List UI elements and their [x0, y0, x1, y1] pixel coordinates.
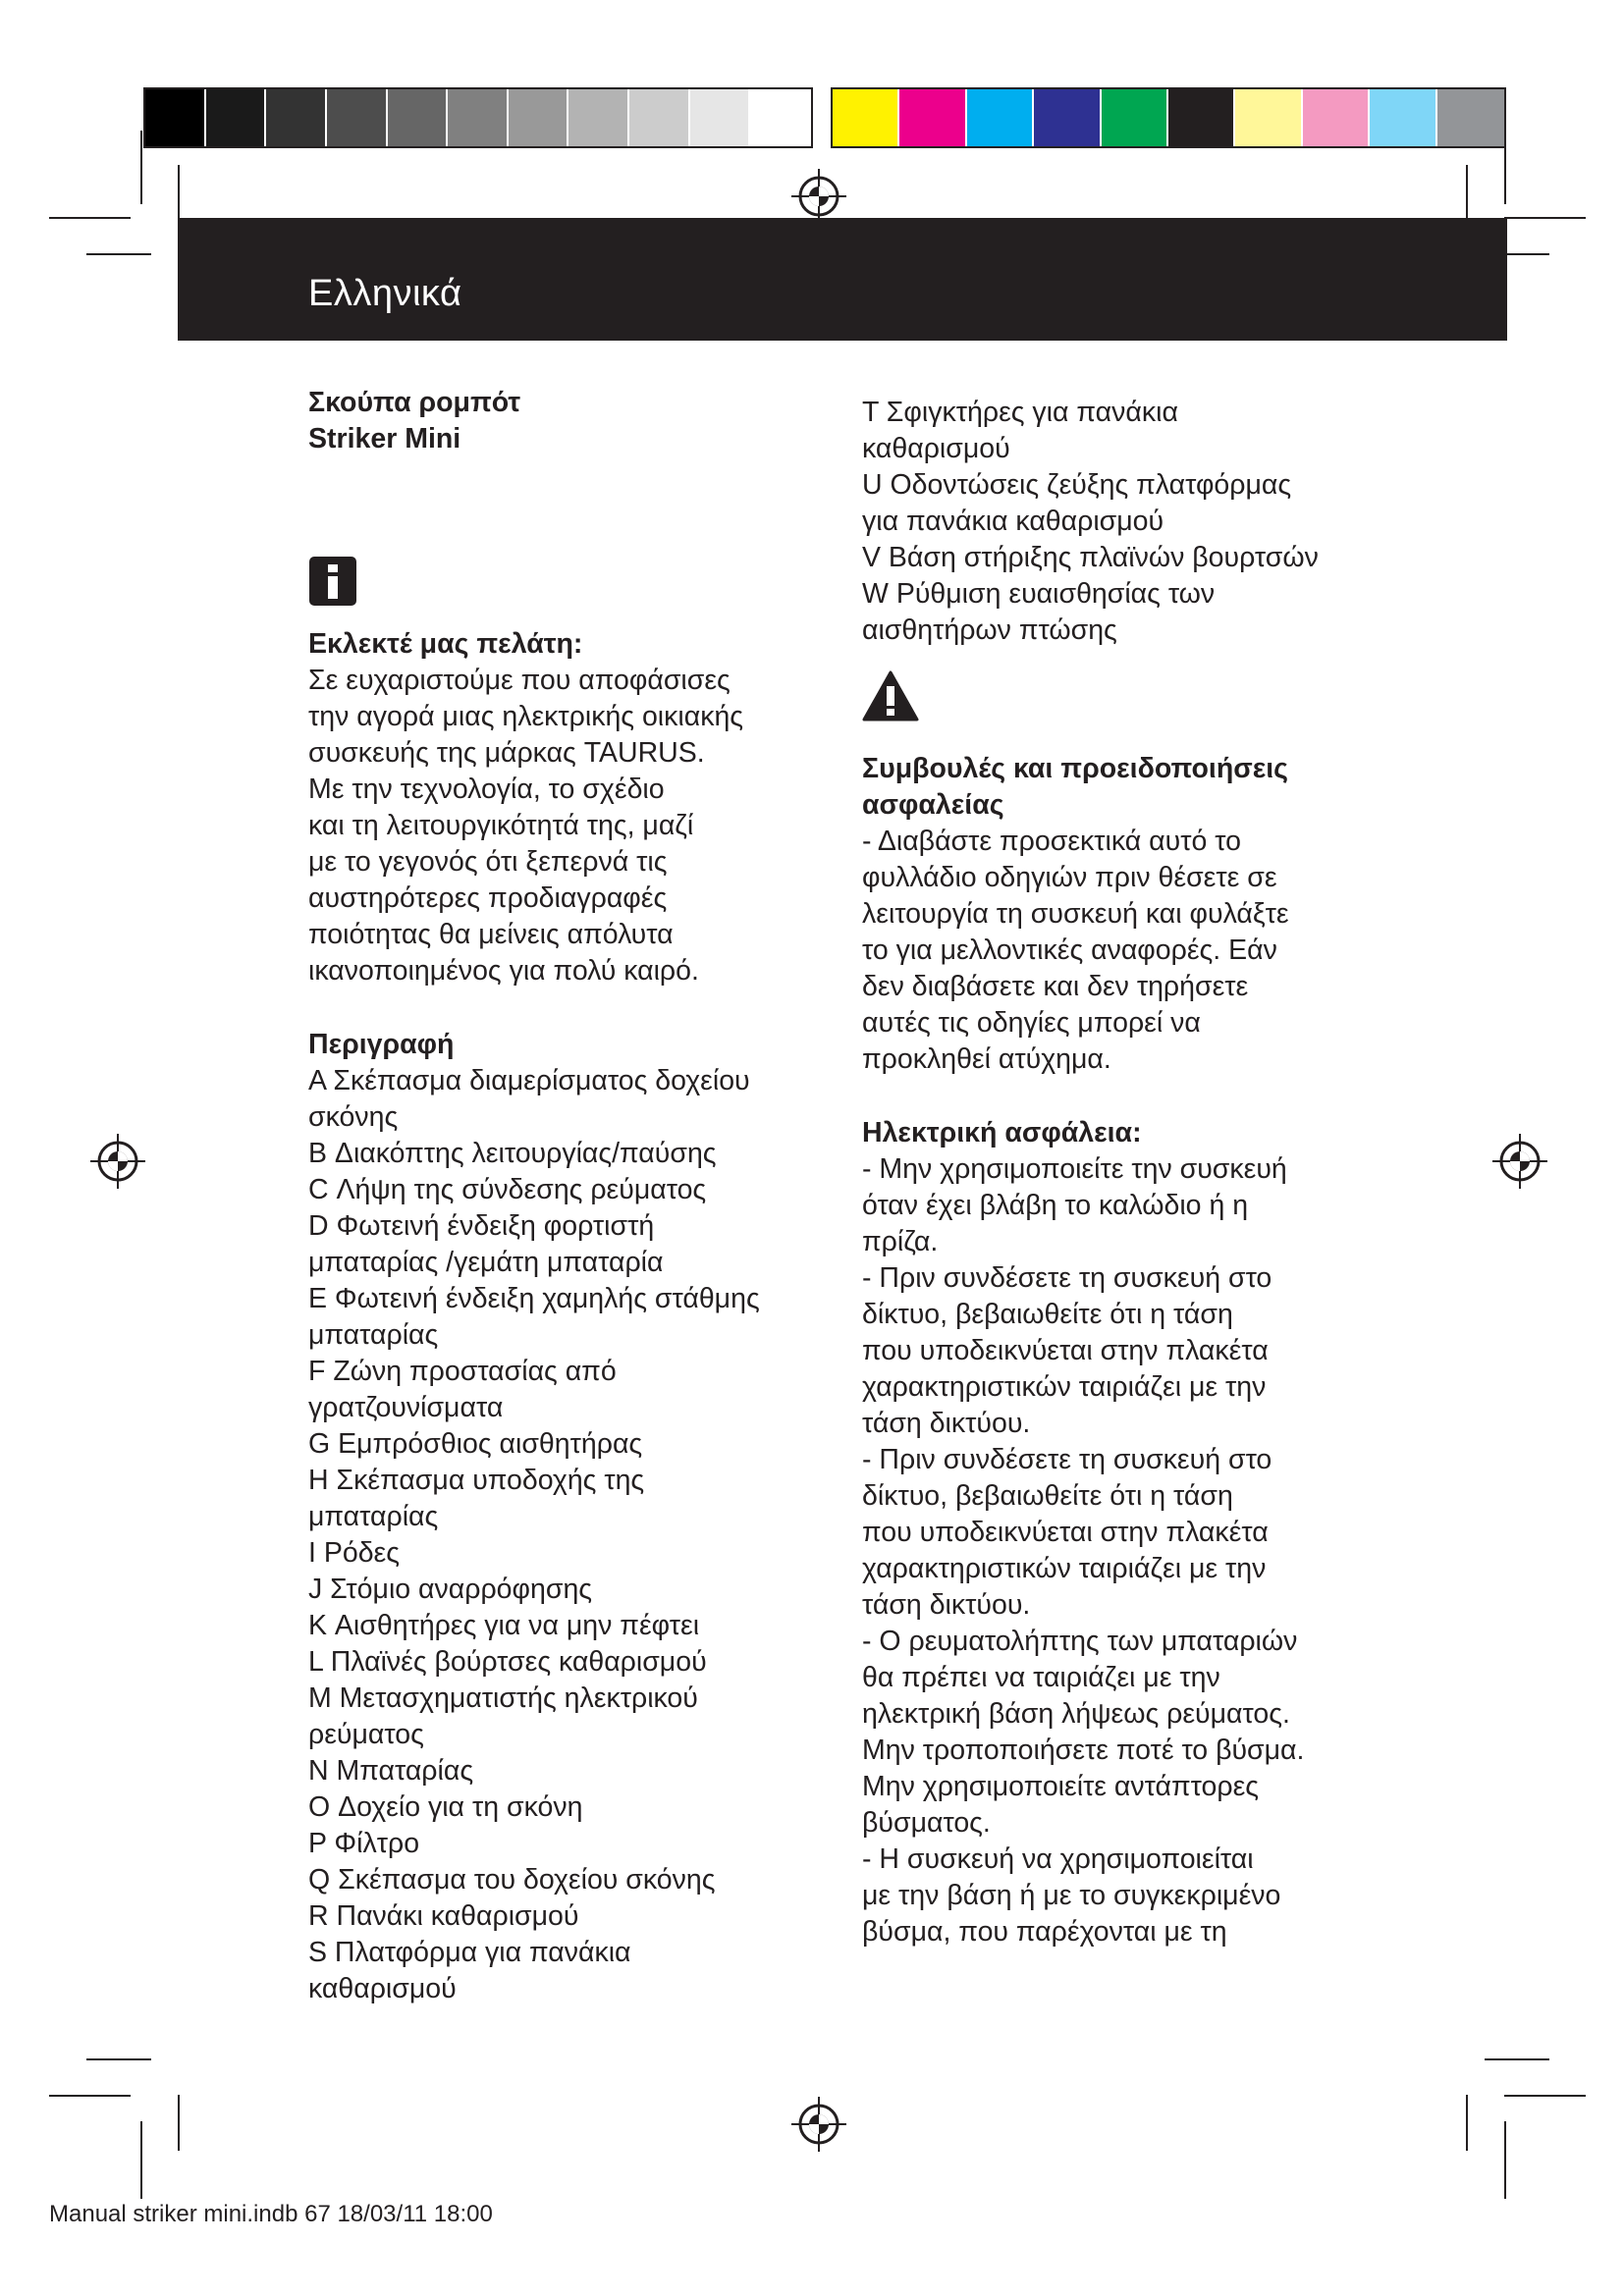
- electrical-safety-text: [862, 1151, 1392, 1950]
- text-line: Σε ευχαριστούμε που αποφάσισες: [308, 665, 731, 696]
- list-item: B Διακόπτης λειτουργίας/παύσης: [308, 1138, 717, 1169]
- warning-icon: [862, 670, 919, 721]
- text-line: τάση δικτύου.: [862, 1589, 1031, 1621]
- text-line: που υποδεικνύεται στην πλακέτα: [862, 1335, 1269, 1366]
- list-item: για πανάκια καθαρισμού: [862, 506, 1164, 537]
- color-swatch: [1235, 89, 1302, 146]
- crop-mark: [49, 217, 131, 219]
- text-line: δίκτυο, βεβαιωθείτε ότι η τάση: [862, 1480, 1233, 1512]
- text-line: - Πριν συνδέσετε τη συσκευή στο: [862, 1262, 1272, 1294]
- crop-mark: [1504, 2095, 1586, 2097]
- text-line: Με την τεχνολογία, το σχέδιο: [308, 774, 665, 805]
- color-swatch: [967, 89, 1034, 146]
- text-line: Μην χρησιμοποιείτε αντάπτορες: [862, 1771, 1260, 1802]
- electrical-safety-heading: Ηλεκτρική ασφάλεια:: [862, 1117, 1142, 1148]
- text-line: χαρακτηριστικών ταιριάζει με την: [862, 1371, 1267, 1403]
- registration-mark: [90, 1134, 145, 1189]
- print-slug: Manual striker mini.indb 67 18/03/11 18:00: [49, 2201, 493, 2227]
- text-line: βύσμα, που παρέχονται με τη: [862, 1916, 1227, 1948]
- text-line: θα πρέπει να ταιριάζει με την: [862, 1662, 1220, 1693]
- text-line: συσκευής της μάρκας TAURUS.: [308, 737, 705, 769]
- product-title-line: Striker Mini: [308, 423, 461, 454]
- list-item: H Σκέπασμα υποδοχής της: [308, 1465, 645, 1496]
- list-item: T Σφιγκτήρες για πανάκια: [862, 397, 1178, 428]
- text-line: Μην τροποποιήσετε ποτέ το βύσμα.: [862, 1735, 1305, 1766]
- product-title-line: Σκούπα ρομπότ: [308, 387, 521, 418]
- text-line: ηλεκτρική βάση λήψεως ρεύματος.: [862, 1698, 1290, 1730]
- left-column: [308, 385, 839, 2007]
- safety-text: [862, 824, 1392, 1078]
- color-swatch: [1102, 89, 1168, 146]
- description-heading: Περιγραφή: [308, 1029, 455, 1060]
- text-line: - Πριν συνδέσετε τη συσκευή στο: [862, 1444, 1272, 1475]
- text-line: - Μην χρησιμοποιείτε την συσκευή: [862, 1153, 1287, 1185]
- list-item: W Ρύθμιση ευαισθησίας των: [862, 578, 1216, 610]
- color-swatch: [1168, 89, 1235, 146]
- text-line: που υποδεικνύεται στην πλακέτα: [862, 1517, 1269, 1548]
- crop-mark: [49, 2095, 131, 2097]
- text-line: ποιότητας θα μείνεις απόλυτα: [308, 919, 674, 950]
- list-item: μπαταρίας: [308, 1319, 439, 1351]
- crop-mark: [1504, 131, 1506, 204]
- crop-mark: [1485, 2058, 1549, 2060]
- language-header-band: [178, 218, 1507, 341]
- list-item: Q Σκέπασμα του δοχείου σκόνης: [308, 1864, 716, 1896]
- color-swatch: [206, 89, 267, 146]
- list-item: F Ζώνη προστασίας από: [308, 1356, 617, 1387]
- list-item: I Ρόδες: [308, 1537, 401, 1569]
- text-line: φυλλάδιο οδηγιών πριν θέσετε σε: [862, 862, 1277, 893]
- text-line: αυτές τις οδηγίες μπορεί να: [862, 1007, 1201, 1039]
- color-swatch: [388, 89, 449, 146]
- text-line: όταν έχει βλάβη το καλώδιο ή η: [862, 1190, 1249, 1221]
- list-item: G Εμπρόσθιος αισθητήρας: [308, 1428, 643, 1460]
- text-line: λειτουργία τη συσκευή και φυλάξτε: [862, 898, 1289, 930]
- registration-mark: [791, 2097, 846, 2152]
- list-item: L Πλαϊνές βούρτσες καθαρισμού: [308, 1646, 707, 1678]
- text-line: προκληθεί ατύχημα.: [862, 1043, 1111, 1075]
- list-item: O Δοχείο για τη σκόνη: [308, 1791, 583, 1823]
- text-line: δίκτυο, βεβαιωθείτε ότι η τάση: [862, 1299, 1233, 1330]
- list-item: A Σκέπασμα διαμερίσματος δοχείου: [308, 1065, 750, 1096]
- safety-heading: Συμβουλές και προειδοποιήσεις: [862, 753, 1288, 784]
- color-swatch: [750, 89, 811, 146]
- list-item: αισθητήρων πτώσης: [862, 614, 1117, 646]
- list-item: E Φωτεινή ένδειξη χαμηλής στάθμης: [308, 1283, 760, 1314]
- list-item: μπαταρίας /γεμάτη μπαταρία: [308, 1247, 664, 1278]
- color-swatch: [1437, 89, 1504, 146]
- color-swatch: [266, 89, 327, 146]
- text-line: αυστηρότερες προδιαγραφές: [308, 882, 668, 914]
- color-swatch: [833, 89, 899, 146]
- list-item: καθαρισμού: [308, 1973, 457, 2004]
- right-column: [862, 395, 1392, 1950]
- crop-mark: [1504, 217, 1586, 219]
- list-item: S Πλατφόρμα για πανάκια: [308, 1937, 631, 1968]
- text-line: ικανοποιημένος για πολύ καιρό.: [308, 955, 699, 987]
- color-swatch: [690, 89, 751, 146]
- color-swatch: [568, 89, 629, 146]
- info-icon: [308, 556, 357, 607]
- customer-heading: Εκλεκτέ μας πελάτη:: [308, 628, 583, 660]
- customer-text: [308, 663, 839, 989]
- color-swatch: [1370, 89, 1436, 146]
- list-item: μπαταρίας: [308, 1501, 439, 1532]
- text-line: χαρακτηριστικών ταιριάζει με την: [862, 1553, 1267, 1584]
- text-line: - Ο ρευματολήπτης των μπαταριών: [862, 1626, 1298, 1657]
- list-item: D Φωτεινή ένδειξη φορτιστή: [308, 1210, 655, 1242]
- list-item: P Φίλτρο: [308, 1828, 420, 1859]
- text-line: - Διαβάστε προσεκτικά αυτό το: [862, 826, 1241, 857]
- crop-mark: [1466, 2095, 1468, 2151]
- list-item: σκόνης: [308, 1101, 399, 1133]
- text-line: την αγορά μιας ηλεκτρικής οικιακής: [308, 701, 744, 732]
- crop-mark: [86, 2058, 151, 2060]
- color-swatch: [145, 89, 206, 146]
- color-swatch: [1303, 89, 1370, 146]
- text-line: πρίζα.: [862, 1226, 939, 1257]
- text-line: - Η συσκευή να χρησιμοποιείται: [862, 1843, 1254, 1875]
- description-list-continued: [862, 395, 1392, 649]
- language-title: Ελληνικά: [308, 273, 462, 314]
- list-item: U Οδοντώσεις ζεύξης πλατφόρμας: [862, 469, 1292, 501]
- color-swatch: [448, 89, 509, 146]
- list-item: ρεύματος: [308, 1719, 424, 1750]
- safety-heading: ασφαλείας: [862, 789, 1004, 821]
- crop-mark: [1504, 2121, 1506, 2199]
- text-line: δεν διαβάσετε και δεν τηρήσετε: [862, 971, 1249, 1002]
- text-line: το για μελλοντικές αναφορές. Εάν: [862, 934, 1277, 966]
- text-line: και τη λειτουργικότητά της, μαζί: [308, 810, 694, 841]
- text-line: βύσματος.: [862, 1807, 991, 1839]
- list-item: καθαρισμού: [862, 433, 1010, 464]
- crop-mark: [140, 131, 142, 204]
- list-item: N Μπαταρίας: [308, 1755, 474, 1787]
- color-swatch: [509, 89, 569, 146]
- color-swatch: [899, 89, 966, 146]
- color-swatch: [629, 89, 690, 146]
- color-swatch: [327, 89, 388, 146]
- list-item: K Αισθητήρες για να μην πέφτει: [308, 1610, 700, 1641]
- list-item: V Βάση στήριξης πλαϊνών βουρτσών: [862, 542, 1319, 573]
- crop-mark: [178, 165, 180, 218]
- registration-mark: [791, 169, 846, 224]
- list-item: M Μετασχηματιστής ηλεκτρικού: [308, 1682, 698, 1714]
- text-line: τάση δικτύου.: [862, 1408, 1031, 1439]
- list-item: C Λήψη της σύνδεσης ρεύματος: [308, 1174, 707, 1205]
- text-line: με την βάση ή με το συγκεκριμένο: [862, 1880, 1281, 1911]
- color-calibration-bar: [831, 87, 1506, 148]
- list-item: R Πανάκι καθαρισμού: [308, 1900, 579, 1932]
- crop-mark: [140, 2121, 142, 2199]
- list-item: γρατζουνίσματα: [308, 1392, 504, 1423]
- description-list: [308, 1063, 839, 2007]
- crop-mark: [178, 2095, 180, 2151]
- registration-mark: [1492, 1134, 1547, 1189]
- color-swatch: [1034, 89, 1101, 146]
- grayscale-calibration-bar: [143, 87, 813, 148]
- list-item: J Στόμιο αναρρόφησης: [308, 1574, 593, 1605]
- crop-mark: [86, 253, 151, 255]
- text-line: με το γεγονός ότι ξεπερνά τις: [308, 846, 668, 878]
